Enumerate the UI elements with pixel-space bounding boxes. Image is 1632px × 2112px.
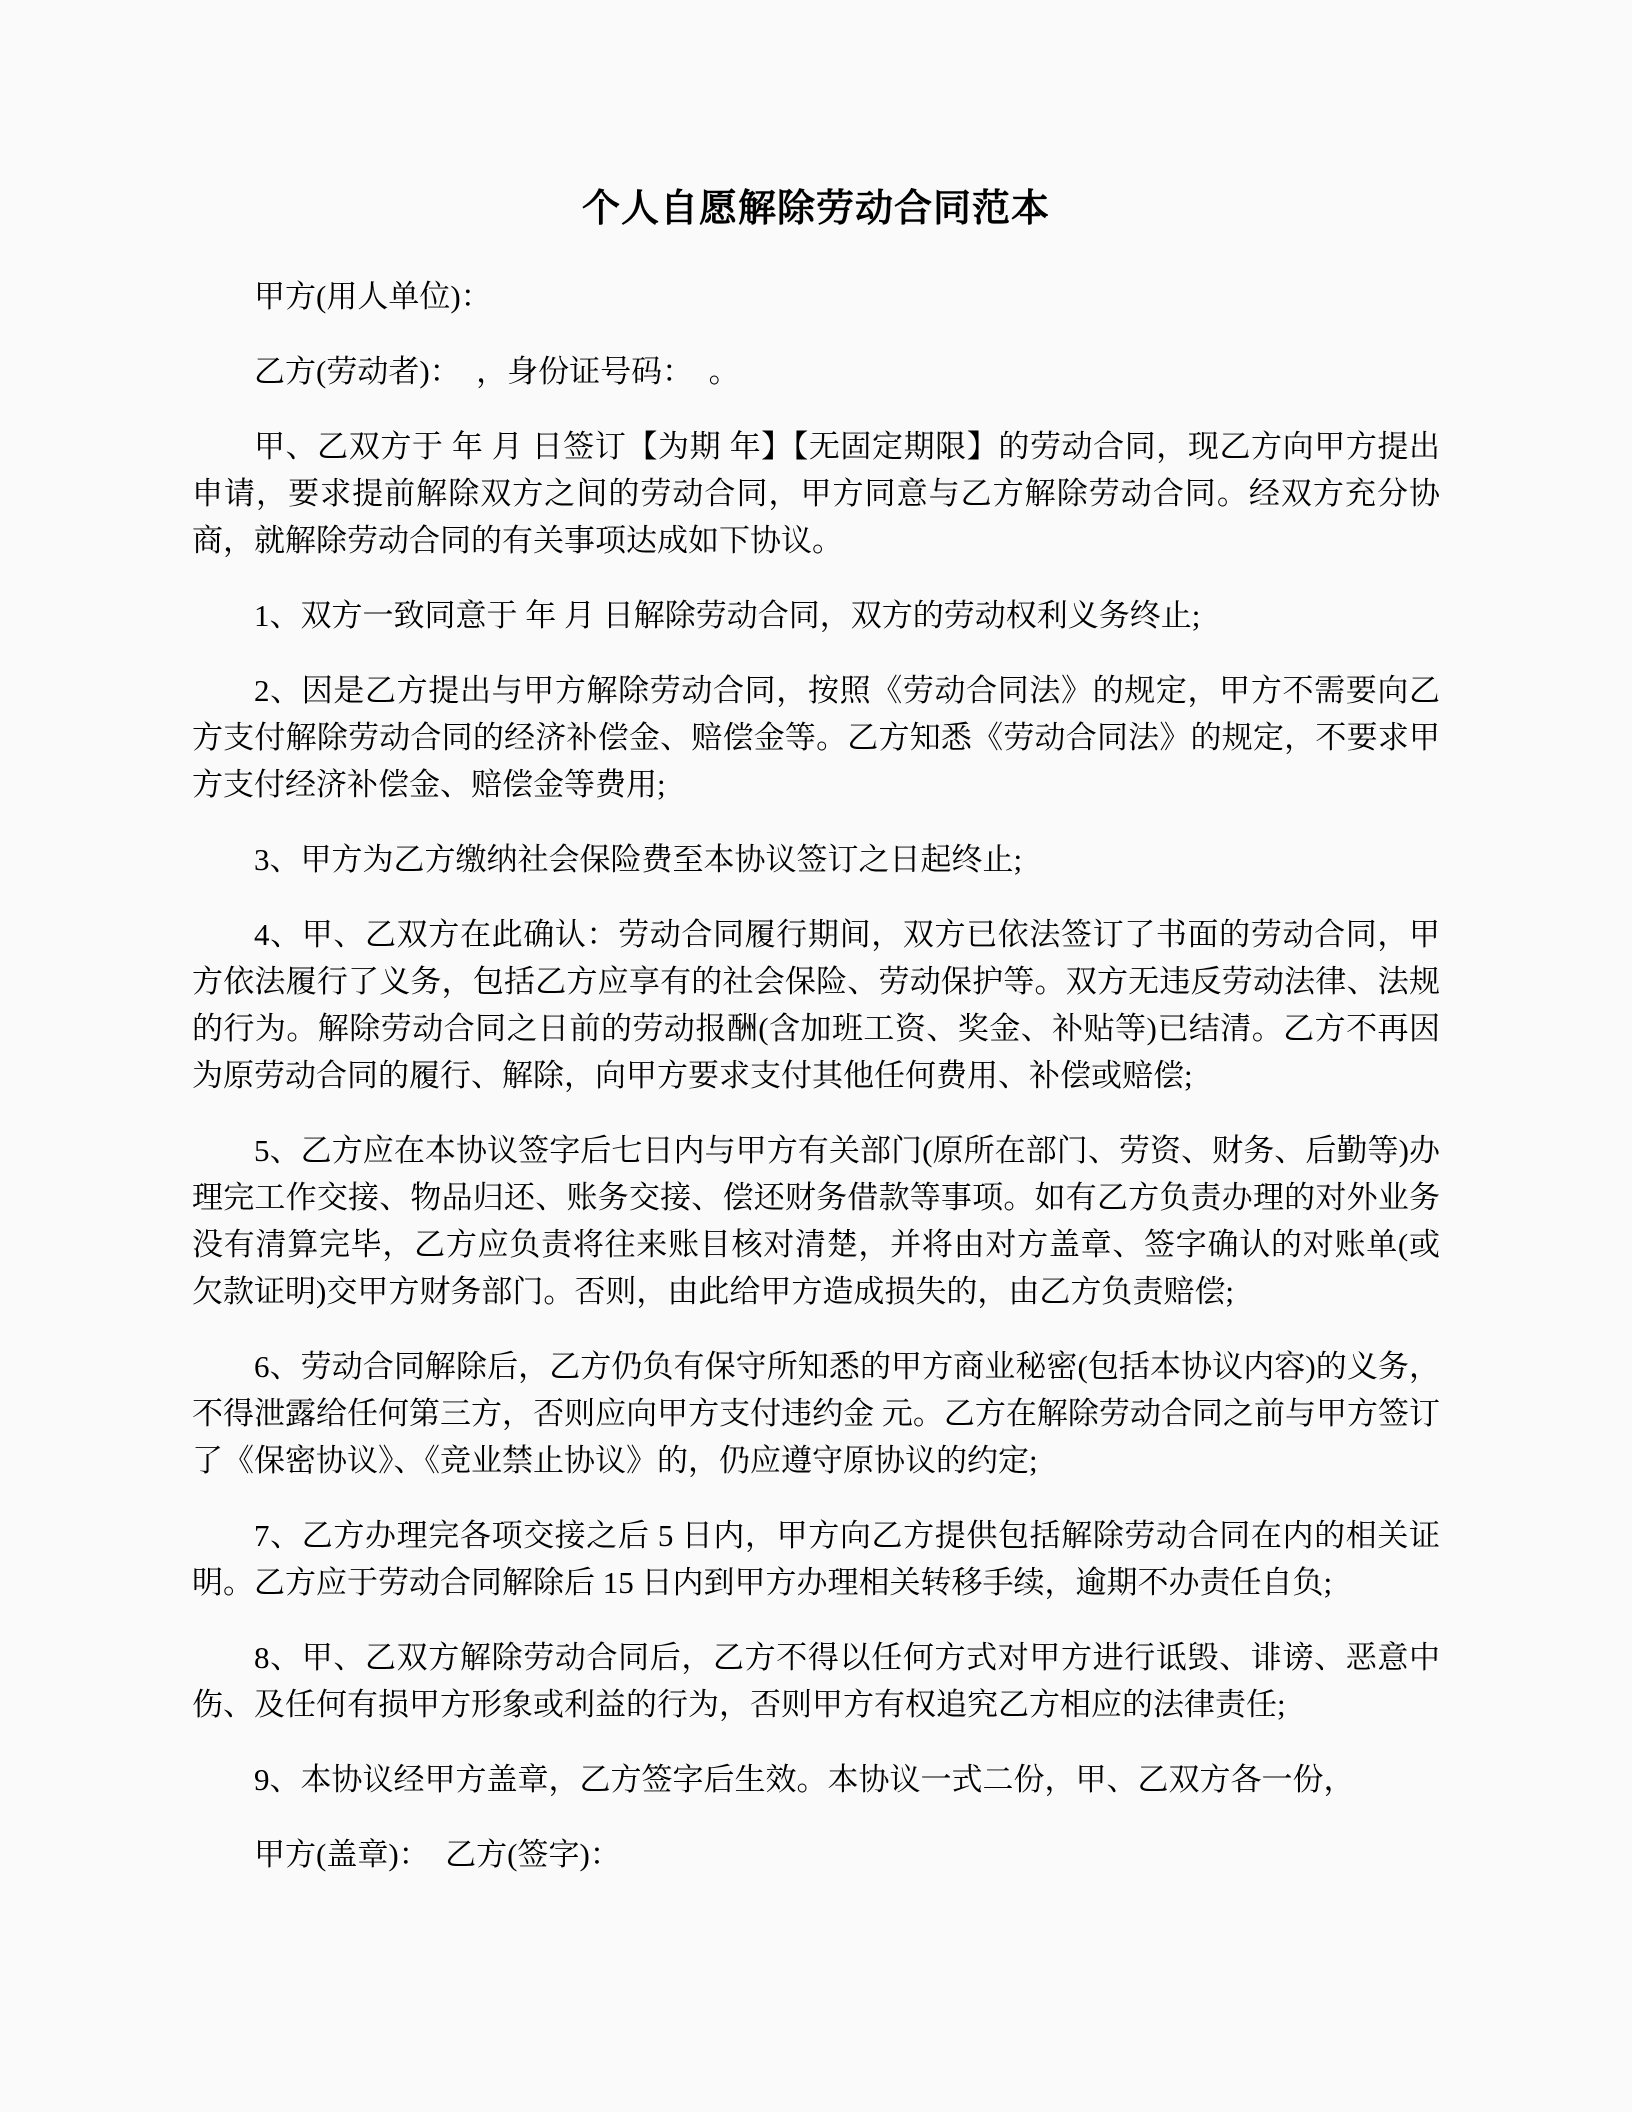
clause-6: 6、劳动合同解除后，乙方仍负有保守所知悉的甲方商业秘密(包括本协议内容)的义务，不得泄露给任何第三方，否则应向甲方支付违约金 元。乙方在解除劳动合同之前与甲方签订了《保密协议》、《竞业禁止协议》的，仍应遵守原协议的约定;	[192, 1349, 1440, 1478]
clause-5: 5、乙方应在本协议签字后七日内与甲方有关部门(原所在部门、劳资、财务、后勤等)办理完工作交接、物品归还、账务交接、偿还财务借款等事项。如有乙方负责办理的对外业务没有清算完毕，乙方应负责将往来账目核对清楚，并将由对方盖章、签字确认的对账单(或欠款证明)交甲方财务部门。否则，由此给甲方造成损失的，由乙方负责赔偿;	[192, 1133, 1440, 1309]
document-title: 个人自愿解除劳动合同范本	[581, 188, 1050, 230]
clause-4: 4、甲、乙双方在此确认：劳动合同履行期间，双方已依法签订了书面的劳动合同，甲方依法履行了义务，包括乙方应享有的社会保险、劳动保护等。双方无违反劳动法律、法规的行为。解除劳动合同之日前的劳动报酬(含加班工资、奖金、补贴等)已结清。乙方不再因为原劳动合同的履行、解除，向甲方要求支付其他任何费用、补偿或赔偿;	[192, 917, 1440, 1093]
clause-9: 9、本协议经甲方盖章，乙方签字后生效。本协议一式二份，甲、乙双方各一份，	[254, 1762, 1355, 1797]
clause-2: 2、因是乙方提出与甲方解除劳动合同，按照《劳动合同法》的规定，甲方不需要向乙方支付解除劳动合同的经济补偿金、赔偿金等。乙方知悉《劳动合同法》的规定，不要求甲方支付经济补偿金、赔偿金等费用;	[192, 673, 1440, 802]
clause-1: 1、双方一致同意于 年 月 日解除劳动合同，双方的劳动权利义务终止;	[254, 598, 1201, 633]
intro-paragraph: 甲、乙双方于 年 月 日签订【为期 年】【无固定期限】的劳动合同，现乙方向甲方提出申请，要求提前解除双方之间的劳动合同，甲方同意与乙方解除劳动合同。经双方充分协商，就解除劳动合同的有关事项达成如下协议。	[192, 429, 1440, 558]
signature-line: 甲方(盖章)： 乙方(签字)：	[254, 1837, 621, 1872]
clause-8: 8、甲、乙双方解除劳动合同后，乙方不得以任何方式对甲方进行诋毁、诽谤、恶意中伤、及任何有损甲方形象或利益的行为，否则甲方有权追究乙方相应的法律责任;	[192, 1640, 1440, 1722]
clause-3: 3、甲方为乙方缴纳社会保险费至本协议签订之日起终止;	[254, 842, 1023, 877]
party-b-line: 乙方(劳动者)： ，身份证号码： 。	[254, 354, 740, 389]
clause-7: 7、乙方办理完各项交接之后 5 日内，甲方向乙方提供包括解除劳动合同在内的相关证明。乙方应于劳动合同解除后 15 日内到甲方办理相关转移手续，逾期不办责任自负;	[192, 1518, 1440, 1600]
party-a-line: 甲方(用人单位)：	[254, 279, 492, 314]
